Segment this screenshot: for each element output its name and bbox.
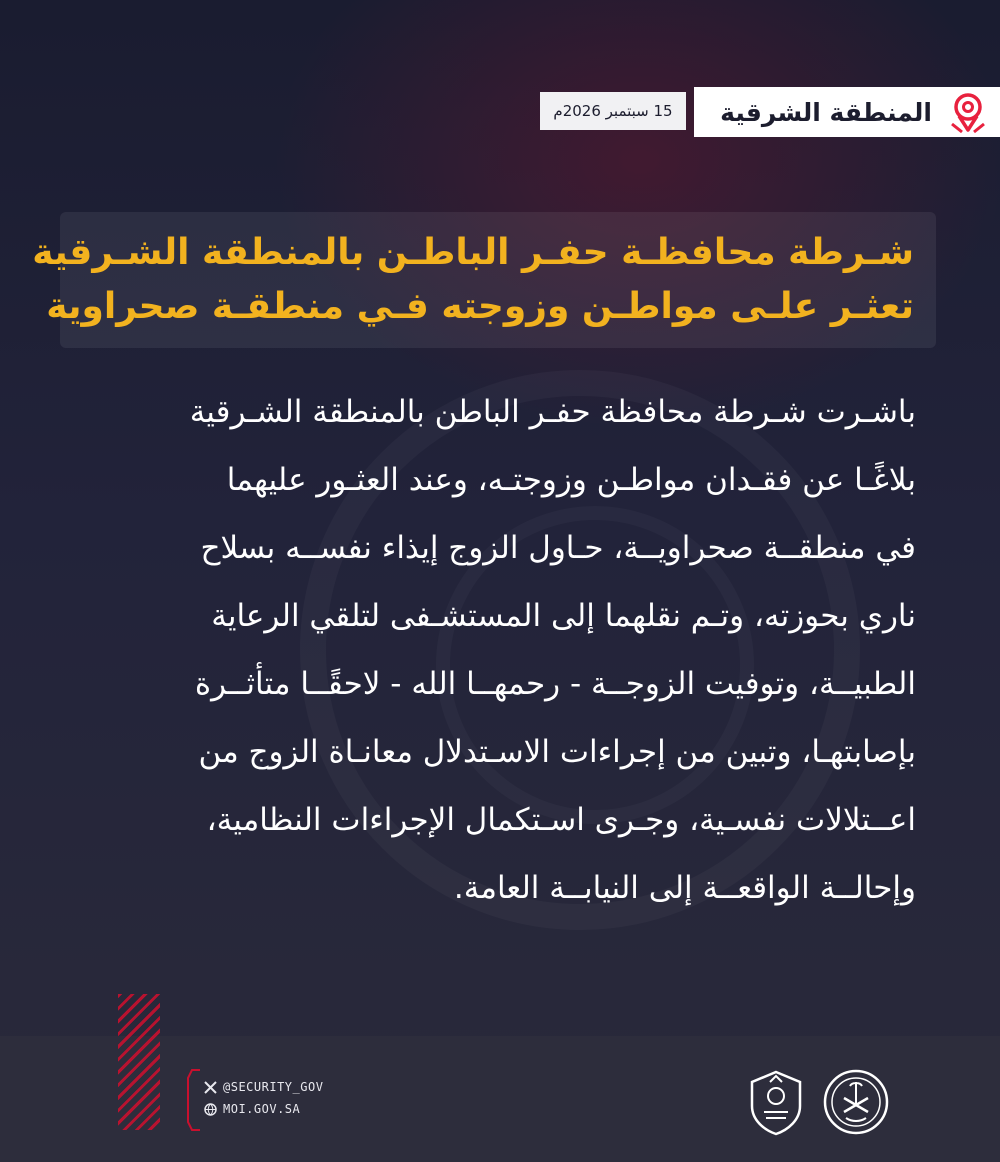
decorative-hatch-stripes <box>118 994 160 1130</box>
region-name: المنطقة الشرقية <box>720 97 932 127</box>
body-line: في منطقــة صحراويــة، حـاول الزوج إيذاء نفســه بسلاح <box>200 530 916 566</box>
public-security-emblem <box>742 1068 810 1136</box>
website-link[interactable] <box>204 1102 300 1116</box>
headline-line-2: تعثـر علـى مواطـن وزوجته فـي منطقـة صحراوية <box>46 286 914 327</box>
body-line: اعــتلالات نفسـية، وجـرى اسـتكمال الإجراءات النظامية، <box>206 802 916 838</box>
date-label <box>540 92 686 130</box>
globe-icon <box>204 1103 217 1116</box>
ministry-of-interior-emblem <box>822 1068 890 1136</box>
twitter-link[interactable] <box>204 1080 323 1094</box>
location-pin-icon <box>936 87 1000 137</box>
body-line: باشـرت شـرطة محافظة حفـر الباطن بالمنطقة الشـرقية <box>189 394 916 430</box>
bracket-frame-icon <box>186 1068 202 1132</box>
body-line: الطبيــة، وتوفيت الزوجــة - رحمهــا الله - لاحقًــا متأثــرة <box>194 666 916 702</box>
headline-line-1: شـرطة محافظـة حفـر الباطـن بالمنطقة الشـرقية <box>32 232 914 273</box>
x-logo-icon <box>204 1081 217 1094</box>
social-links <box>186 1068 386 1132</box>
headline-box <box>32 212 936 348</box>
article-body <box>84 378 916 922</box>
body-line: ناري بحوزته، وتـم نقلهما إلى المستشـفى لتلقي الرعاية <box>211 598 916 634</box>
twitter-handle: @SECURITY_GOV <box>223 1080 324 1094</box>
date-text: 15 سبتمبر 2026م <box>553 102 673 120</box>
body-line: بإصابتهـا، وتبين من إجراءات الاسـتدلال معانـاة الزوج من <box>198 734 916 770</box>
body-line: وإحالــة الواقعــة إلى النيابــة العامة. <box>453 870 916 906</box>
region-tag <box>694 87 1000 137</box>
body-line: بلاغًـا عن فقـدان مواطـن وزوجتـه، وعند العثـور عليهما <box>226 462 916 498</box>
website-url: MOI.GOV.SA <box>223 1102 301 1116</box>
